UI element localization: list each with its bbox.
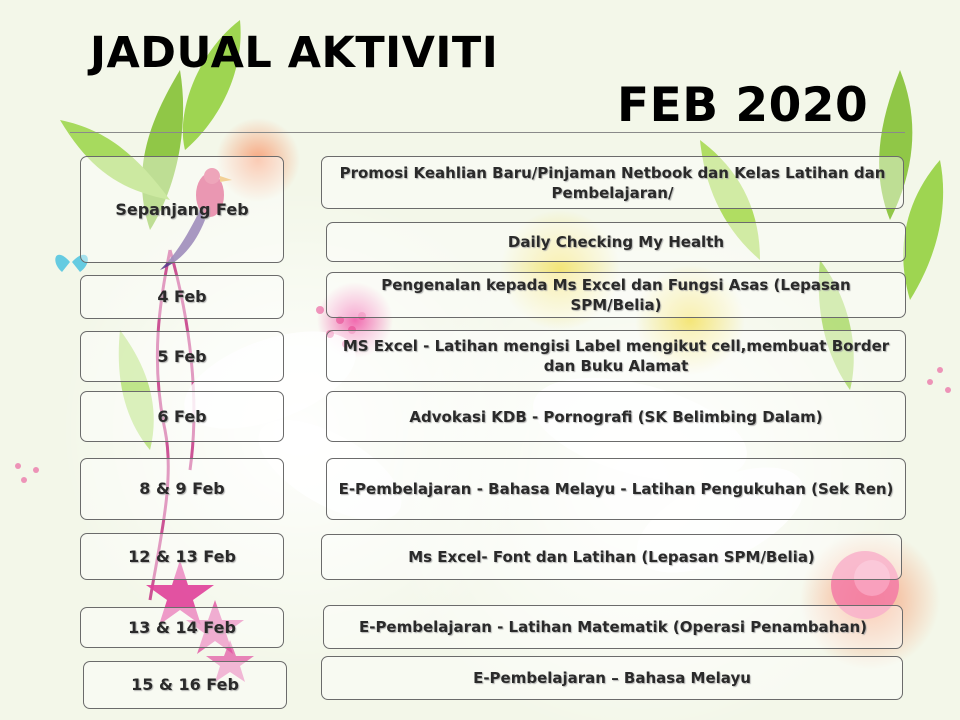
page-title: JADUAL AKTIVITI xyxy=(90,28,499,78)
date-cell-sepanjang-feb: Sepanjang Feb xyxy=(80,156,284,263)
date-cell-12-13-feb: 12 & 13 Feb xyxy=(80,533,284,580)
activity-cell-daily-checking: Daily Checking My Health xyxy=(326,222,906,262)
activity-cell-ms-excel-font: Ms Excel- Font dan Latihan (Lepasan SPM/Belia) xyxy=(321,534,902,580)
date-cell-15-16-feb: 15 & 16 Feb xyxy=(83,661,287,709)
title-divider xyxy=(70,132,905,133)
activity-cell-pengenalan-excel: Pengenalan kepada Ms Excel dan Fungsi Asas (Lepasan SPM/Belia) xyxy=(326,272,906,318)
date-cell-6-feb: 6 Feb xyxy=(80,391,284,442)
date-cell-5-feb: 5 Feb xyxy=(80,331,284,382)
activity-cell-e-pembelajaran-bm-latihan: E-Pembelajaran - Bahasa Melayu - Latihan Pengukuhan (Sek Ren) xyxy=(326,458,906,520)
date-cell-13-14-feb: 13 & 14 Feb xyxy=(80,607,284,648)
month-title: FEB 2020 xyxy=(617,78,869,133)
activity-cell-promosi-keahlian: Promosi Keahlian Baru/Pinjaman Netbook dan Kelas Latihan dan Pembelajaran/ xyxy=(321,156,904,209)
activity-cell-ms-excel-label: MS Excel - Latihan mengisi Label mengikut cell,membuat Border dan Buku Alamat xyxy=(326,330,906,382)
date-cell-4-feb: 4 Feb xyxy=(80,275,284,319)
date-cell-8-9-feb: 8 & 9 Feb xyxy=(80,458,284,520)
activity-cell-e-pembelajaran-matematik: E-Pembelajaran - Latihan Matematik (Operasi Penambahan) xyxy=(323,605,903,649)
activity-cell-e-pembelajaran-bm: E-Pembelajaran – Bahasa Melayu xyxy=(321,656,903,700)
activity-cell-advokasi-kdb: Advokasi KDB - Pornografi (SK Belimbing Dalam) xyxy=(326,391,906,442)
